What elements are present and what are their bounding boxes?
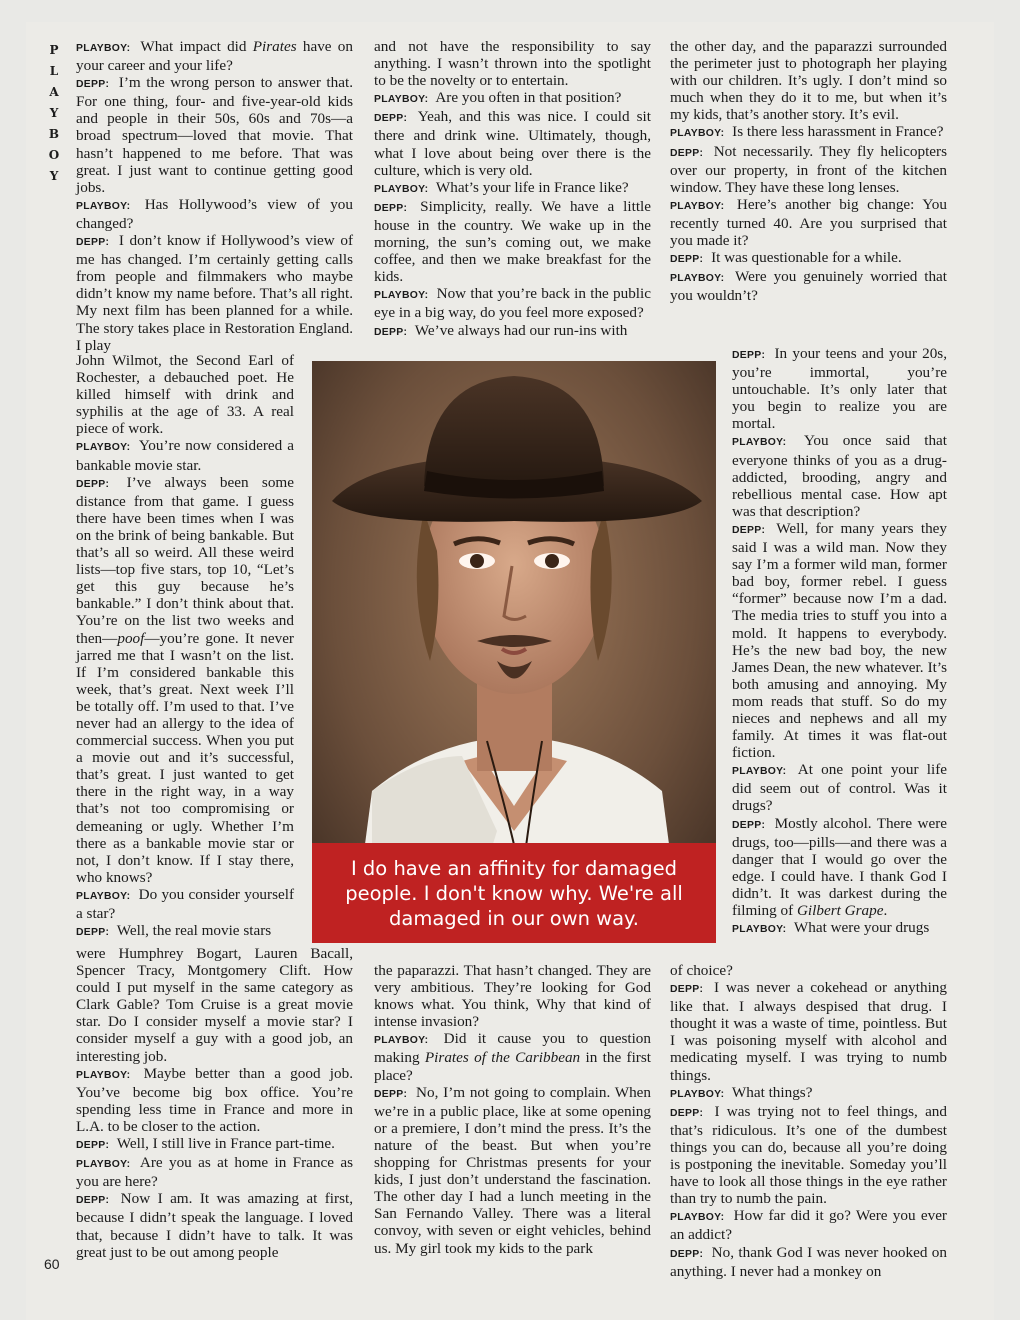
paragraph-text: Well, I still live in France part-time. (113, 1135, 335, 1153)
paragraph-text: I don’t know if Hollywood’s view of me has changed. I’m certainly getting calls from people and filmmakers who maybe didn’t know my name before. That’s all right. My next film has been planned for a while. The story takes place in Restoration England. I play (76, 232, 353, 354)
interview-paragraph (670, 249, 947, 268)
speaker-label: PLAYBOY: (374, 183, 429, 195)
interview-paragraph (76, 232, 353, 354)
interview-paragraph (732, 919, 947, 938)
interview-paragraph (76, 1190, 353, 1260)
masthead-letter: A (49, 85, 59, 99)
speaker-label: DEPP: (374, 202, 408, 214)
interview-paragraph (374, 179, 651, 198)
speaker-label: DEPP: (670, 1248, 704, 1260)
speaker-label: DEPP: (76, 927, 110, 939)
speaker-label: PLAYBOY: (76, 442, 131, 454)
pull-quote-text: I do have an affinity for damaged people. I don't know why. We're all damaged in our own way. (345, 856, 683, 930)
paragraph-text: I’m the wrong person to answer that. For one thing, four- and five-year-old kids and people in their 50s, 60s and 70s—a broad spectrum—loved that movie. That hasn’t happened to me before. That was great. I just want to continue getting good jobs. (76, 74, 353, 196)
speaker-label: DEPP: (374, 326, 408, 338)
paragraph-text: Are you often in that position? (432, 89, 622, 107)
interview-paragraph (670, 38, 947, 123)
paragraph-text: and not have the responsibility to say anything. I wasn’t thrown into the spotlight to be the novelty or to entertain. (374, 38, 651, 90)
pull-quote (312, 843, 716, 943)
masthead-letter: L (49, 64, 59, 78)
interview-paragraph (670, 979, 947, 1084)
masthead-letter: Y (49, 106, 59, 120)
paragraph-text: Has Hollywood’s view of you changed? (76, 195, 353, 232)
interview-paragraph (76, 922, 294, 941)
interview-paragraph (76, 945, 353, 1065)
interview-paragraph (76, 886, 294, 922)
speaker-label: PLAYBOY: (374, 1035, 429, 1047)
interview-paragraph (670, 143, 947, 196)
paragraph-text: Did it cause you to question making Pirates of the Caribbean in the first place? (374, 1030, 651, 1084)
speaker-label: PLAYBOY: (76, 1159, 131, 1171)
interview-paragraph (670, 268, 947, 304)
interview-paragraph (670, 1103, 947, 1208)
paragraph-text: Were you genuinely worried that you wouldn’t? (670, 268, 947, 305)
speaker-label: DEPP: (76, 1140, 110, 1152)
paragraph-text: I was never a cokehead or anything like that. I always despised that drug. I thought it was a waste of time, pointless. But I was poisoning myself with alcohol and medicating myself. I was trying to numb things. (670, 979, 947, 1084)
speaker-label: PLAYBOY: (76, 890, 131, 902)
interview-paragraph (76, 74, 353, 196)
column-left-middle (76, 352, 294, 941)
speaker-label: PLAYBOY: (670, 128, 725, 140)
paragraph-text: What things? (728, 1083, 813, 1101)
page-number: 60 (44, 1256, 60, 1272)
speaker-label: DEPP: (670, 1107, 704, 1119)
interview-paragraph (732, 761, 947, 814)
column-center-bottom (374, 962, 651, 1257)
column-left-top (76, 38, 353, 354)
speaker-label: PLAYBOY: (732, 924, 787, 936)
column-right-top (670, 38, 947, 304)
speaker-label: PLAYBOY: (670, 200, 725, 212)
speaker-label: PLAYBOY: (732, 437, 787, 449)
paragraph-text: You’re now considered a bankable movie star. (76, 437, 294, 474)
masthead-letter: B (48, 127, 60, 141)
paragraph-text: I was trying not to feel things, and that’s ridiculous. It’s one of the dumbest things you can do, because all you’re doing is postponing the inevitable. Someday you’ll have to look all those things in the eye rather than try to numb the pain. (670, 1102, 947, 1208)
paragraph-text: What impact did Pirates have on your career and your life? (76, 38, 353, 75)
paragraph-text: You once said that everyone thinks of you as a drug-addicted, brooding, angry and rebellious mental case. How apt was that description? (732, 432, 947, 520)
speaker-label: DEPP: (374, 1088, 408, 1100)
paragraph-text: We’ve always had our run-ins with (411, 321, 628, 339)
interview-paragraph (374, 1030, 651, 1083)
paragraph-text: At one point your life did seem out of control. Was it drugs? (732, 761, 947, 815)
interview-paragraph (732, 345, 947, 432)
interview-paragraph (76, 1154, 353, 1190)
interview-paragraph (374, 89, 651, 108)
speaker-label: DEPP: (670, 147, 704, 159)
interview-paragraph (76, 474, 294, 886)
interview-paragraph (76, 1135, 353, 1154)
speaker-label: DEPP: (76, 478, 110, 490)
interview-paragraph (76, 196, 353, 232)
paragraph-text: the other day, and the paparazzi surrounded the perimeter just to photograph her playing with our children. It’s ugly. I don’t mind so much when they do it to me, but when it’s my kids, that’s another story. It’s evil. (670, 38, 947, 124)
interview-paragraph (374, 198, 651, 285)
speaker-label: DEPP: (76, 79, 110, 91)
speaker-label: PLAYBOY: (670, 1088, 725, 1100)
interview-paragraph (670, 962, 947, 979)
paragraph-text: What were your drugs (790, 919, 930, 937)
paragraph-text: I’ve always been some distance from that game. I guess there have been times when I was on the brink of being bankable. But that’s all so weird. All these weird lists—top five stars, top 10, “Let’s get this guy because he’s bankable.” I don’t think about that. You’re on the list two weeks and then—poof—you’re gone. It never jarred me that I wasn’t on the list. If I’m considered bankable this week, that’s great. Next week I’ll be totally off. I’m used to that. I’ve never had an allergy to the idea of commercial success. When you put a movie out and it’s successful, that’s great. I just wanted to get there in the right way, in a way that’s not too compromising or demeaning or ugly. Whether I’m there as a bankable movie star or not, I don’t know. If I stay there, who knows? (76, 473, 294, 886)
interview-paragraph (76, 1065, 353, 1135)
speaker-label: PLAYBOY: (670, 1212, 725, 1224)
masthead-vertical (44, 40, 64, 187)
paragraph-text: It was questionable for a while. (707, 249, 902, 267)
speaker-label: PLAYBOY: (76, 1069, 131, 1081)
interview-paragraph (670, 1084, 947, 1103)
interview-paragraph (670, 1207, 947, 1243)
speaker-label: DEPP: (732, 819, 766, 831)
column-right-bottom (670, 962, 947, 1280)
paragraph-text: of choice? (670, 962, 733, 979)
paragraph-text: Now I am. It was amazing at first, because I didn’t speak the language. I loved that, because I didn’t have to talk. It was great just to be out among people (76, 1190, 353, 1261)
interview-paragraph (374, 38, 651, 89)
paragraph-text: Maybe better than a good job. You’ve become big box office. You’re spending less time in France and more in L.A. to be closer to the action. (76, 1064, 353, 1135)
speaker-label: PLAYBOY: (374, 290, 429, 302)
interview-paragraph (76, 38, 353, 74)
paragraph-text: How far did it go? Were you ever an addict? (670, 1207, 947, 1244)
paragraph-text: What’s your life in France like? (432, 178, 629, 196)
interview-paragraph (374, 1084, 651, 1257)
interview-paragraph (732, 432, 947, 519)
paragraph-text: Well, for many years they said I was a wild man. Now they say I’m a former wild man, former bad boy, former rebel. I guess “former” because now I’m a dad. The media tries to stuff you into a mold. It happens to everybody. He’s the new bad boy, the new James Dean, the new whatever. It’s both amusing and annoying. My mom reads that stuff. So do my nieces and nephews and all my family. At times it was flat-out fiction. (732, 519, 947, 762)
paragraph-text: No, thank God I was never hooked on anything. I never had a monkey on (670, 1243, 947, 1280)
interview-paragraph (670, 1244, 947, 1280)
paragraph-text: Well, the real movie stars (113, 922, 272, 940)
speaker-label: PLAYBOY: (76, 43, 131, 54)
interview-paragraph (374, 322, 651, 341)
interview-paragraph (374, 285, 651, 321)
interview-paragraph (374, 962, 651, 1030)
column-center-top (374, 38, 651, 341)
paragraph-text: Do you consider yourself a star? (76, 885, 294, 922)
paragraph-text: Is there less harassment in France? (728, 123, 944, 141)
interview-paragraph (374, 108, 651, 178)
speaker-label: DEPP: (374, 113, 408, 125)
paragraph-text: Simplicity, really. We have a little house in the country. We wake up in the morning, the sun’s coming out, we make coffee, and then we make breakfast for the kids. (374, 197, 651, 286)
speaker-label: DEPP: (76, 237, 110, 249)
masthead-letter: P (49, 43, 59, 57)
paragraph-text: In your teens and your 20s, you’re immortal, you’re untouchable. It’s only later that you begin to realize you are mortal. (732, 345, 947, 433)
paragraph-text: Not necessarily. They fly helicopters over our property, in front of the kitchen window. They have these long lenses. (670, 142, 947, 196)
paragraph-text: Now that you’re back in the public eye in a big way, do you feel more exposed? (374, 285, 651, 322)
masthead-letter: Y (49, 169, 59, 183)
interview-paragraph (76, 352, 294, 437)
interview-paragraph (76, 437, 294, 473)
speaker-label: DEPP: (670, 254, 704, 266)
speaker-label: PLAYBOY: (374, 94, 429, 106)
paragraph-text: Mostly alcohol. There were drugs, too—pills—and there was a danger that I would go over the edge. I could have. I thank God I didn’t. It was darkest during the filming of Gilbert Grape. (732, 814, 947, 919)
interview-paragraph (670, 123, 947, 142)
paragraph-text: Are you as at home in France as you are here? (76, 1154, 353, 1191)
paragraph-text: Yeah, and this was nice. I could sit there and drink wine. Ultimately, though, what I love about being over there is the culture, which is very old. (374, 108, 651, 179)
speaker-label: PLAYBOY: (670, 273, 725, 285)
column-right-middle (732, 345, 947, 938)
paragraph-text: Here’s another big change: You recently turned 40. Are you surprised that you made it? (670, 195, 947, 250)
speaker-label: DEPP: (732, 524, 766, 536)
paragraph-text: the paparazzi. That hasn’t changed. They are very ambitious. They’re looking for God knows what. You think, Why that kind of intense invasion? (374, 962, 651, 1031)
speaker-label: DEPP: (670, 984, 704, 996)
interview-paragraph (732, 815, 947, 920)
interview-paragraph (732, 520, 947, 761)
masthead-letter: O (48, 148, 60, 162)
paragraph-text: John Wilmot, the Second Earl of Rochester, a debauched poet. He killed himself with drink and syphilis at the age of 33. A real piece of work. (76, 352, 294, 438)
speaker-label: PLAYBOY: (76, 200, 131, 212)
column-left-bottom (76, 945, 353, 1261)
interview-paragraph (670, 196, 947, 249)
paragraph-text: No, I’m not going to complain. When we’re in a public place, like at some opening or a premiere, I don’t mind the press. It’s the nature of the beast. But when you’re shopping for Christmas presents for your kids, I just don’t understand the fascination. The other day I had a lunch meeting in the San Fernando Valley. There was a literal convoy, with seven or eight vehicles, behind us. My girl took my kids to the park (374, 1083, 651, 1257)
paragraph-text: were Humphrey Bogart, Lauren Bacall, Spencer Tracy, Montgomery Clift. How could I put myself in the same category as Clark Gable? Tom Cruise is a great movie star. Do I consider myself a movie star? I consider myself a guy with a good job, an interesting job. (76, 945, 353, 1065)
speaker-label: PLAYBOY: (732, 766, 787, 778)
speaker-label: DEPP: (732, 350, 766, 361)
speaker-label: DEPP: (76, 1195, 110, 1207)
